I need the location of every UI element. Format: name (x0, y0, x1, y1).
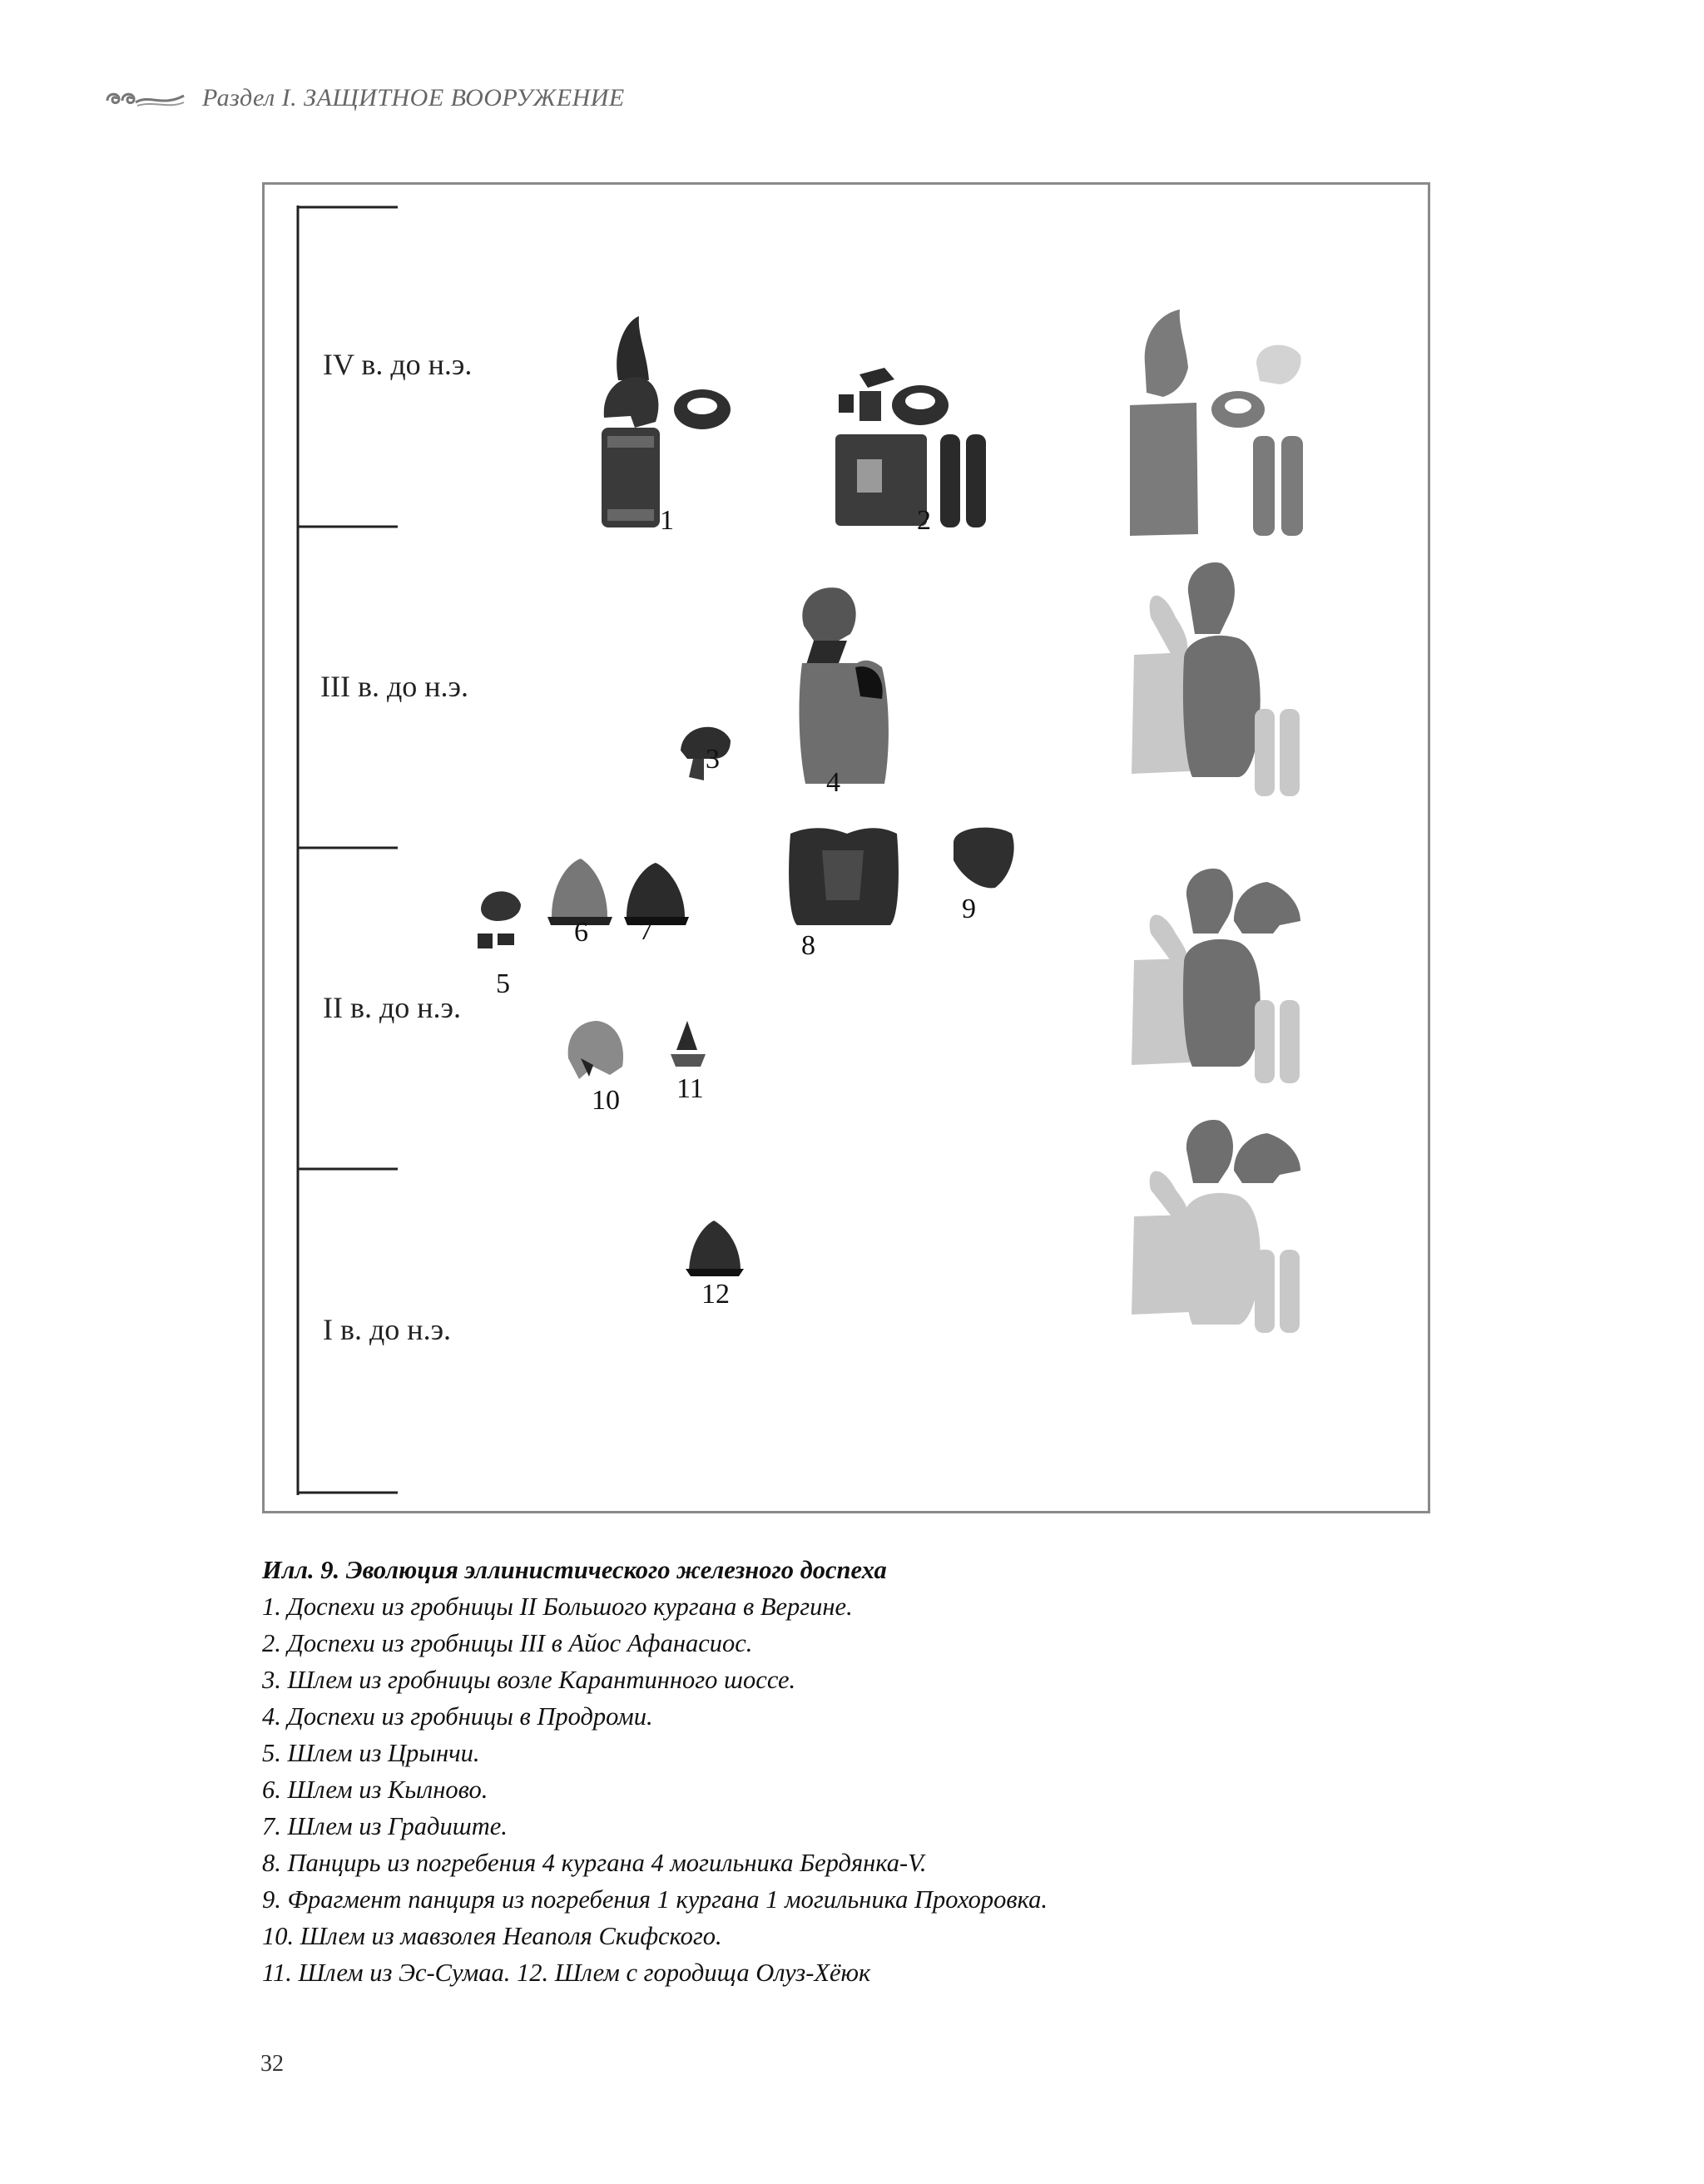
armor-item-10 (568, 1021, 623, 1079)
caption-line-8: 8. Панцирь из погребения 4 кургана 4 могильника Бердянка-V. (262, 1849, 927, 1877)
item-number-6: 6 (574, 917, 588, 948)
caption-line-4: 4. Доспехи из гробницы в Продроми. (262, 1702, 653, 1731)
schematic-iv-century (1130, 310, 1303, 536)
running-header (104, 80, 625, 116)
schematic-iii-century (1132, 562, 1300, 796)
century-label-i: I в. до н.э. (323, 1313, 452, 1346)
caption-title: Илл. 9. Эволюция эллинистического железного доспеха (262, 1556, 887, 1584)
armor-item-7 (624, 863, 689, 925)
header-title: Раздел I. ЗАЩИТНОЕ ВООРУЖЕНИЕ (202, 84, 625, 111)
armor-item-9 (954, 828, 1014, 889)
century-label-iv: IV в. до н.э. (323, 348, 473, 381)
caption-line-3: 3. Шлем из гробницы возле Карантинного шоссе. (262, 1666, 796, 1694)
item-number-12: 12 (701, 1279, 730, 1310)
figure-caption (262, 1552, 1444, 1991)
item-number-7: 7 (639, 915, 653, 946)
armor-item-4 (800, 587, 889, 784)
item-number-11: 11 (676, 1073, 704, 1104)
caption-line-9: 9. Фрагмент панциря из погребения 1 кургана 1 могильника Прохоровка. (262, 1885, 1048, 1914)
armor-item-11 (671, 1021, 706, 1067)
caption-line-11: 11. Шлем из Эс-Сумаа. 12. Шлем с городища Олуз-Хёюк (262, 1959, 871, 1987)
schematic-i-century (1132, 1120, 1300, 1333)
item-number-1: 1 (660, 505, 674, 536)
caption-line-6: 6. Шлем из Кылново. (262, 1775, 488, 1804)
scroll-ornament-icon (104, 86, 187, 111)
item-number-10: 10 (592, 1085, 620, 1116)
century-label-ii: II в. до н.э. (323, 991, 462, 1024)
armor-item-1 (602, 316, 731, 527)
item-number-4: 4 (826, 767, 840, 798)
armor-item-2 (835, 368, 986, 527)
century-label-iii: III в. до н.э. (320, 670, 468, 703)
item-number-5: 5 (496, 968, 510, 999)
caption-line-1: 1. Доспехи из гробницы II Большого кургана в Вергине. (262, 1592, 853, 1621)
item-number-9: 9 (962, 894, 976, 924)
page-number: 32 (260, 2051, 284, 2077)
caption-line-10: 10. Шлем из мавзолея Неаполя Скифского. (262, 1922, 722, 1950)
caption-line-7: 7. Шлем из Градиште. (262, 1812, 508, 1840)
caption-line-2: 2. Доспехи из гробницы III в Айос Афанасиос. (262, 1629, 753, 1657)
item-number-8: 8 (801, 930, 815, 961)
caption-line-5: 5. Шлем из Црынчи. (262, 1739, 480, 1767)
armor-item-6 (547, 859, 612, 925)
item-number-3: 3 (706, 744, 720, 775)
armor-item-8 (789, 828, 899, 925)
armor-item-12 (686, 1221, 744, 1276)
schematic-ii-century (1132, 869, 1300, 1083)
armor-item-5 (478, 891, 521, 948)
item-number-2: 2 (917, 505, 931, 536)
figure-frame (262, 182, 1430, 1513)
